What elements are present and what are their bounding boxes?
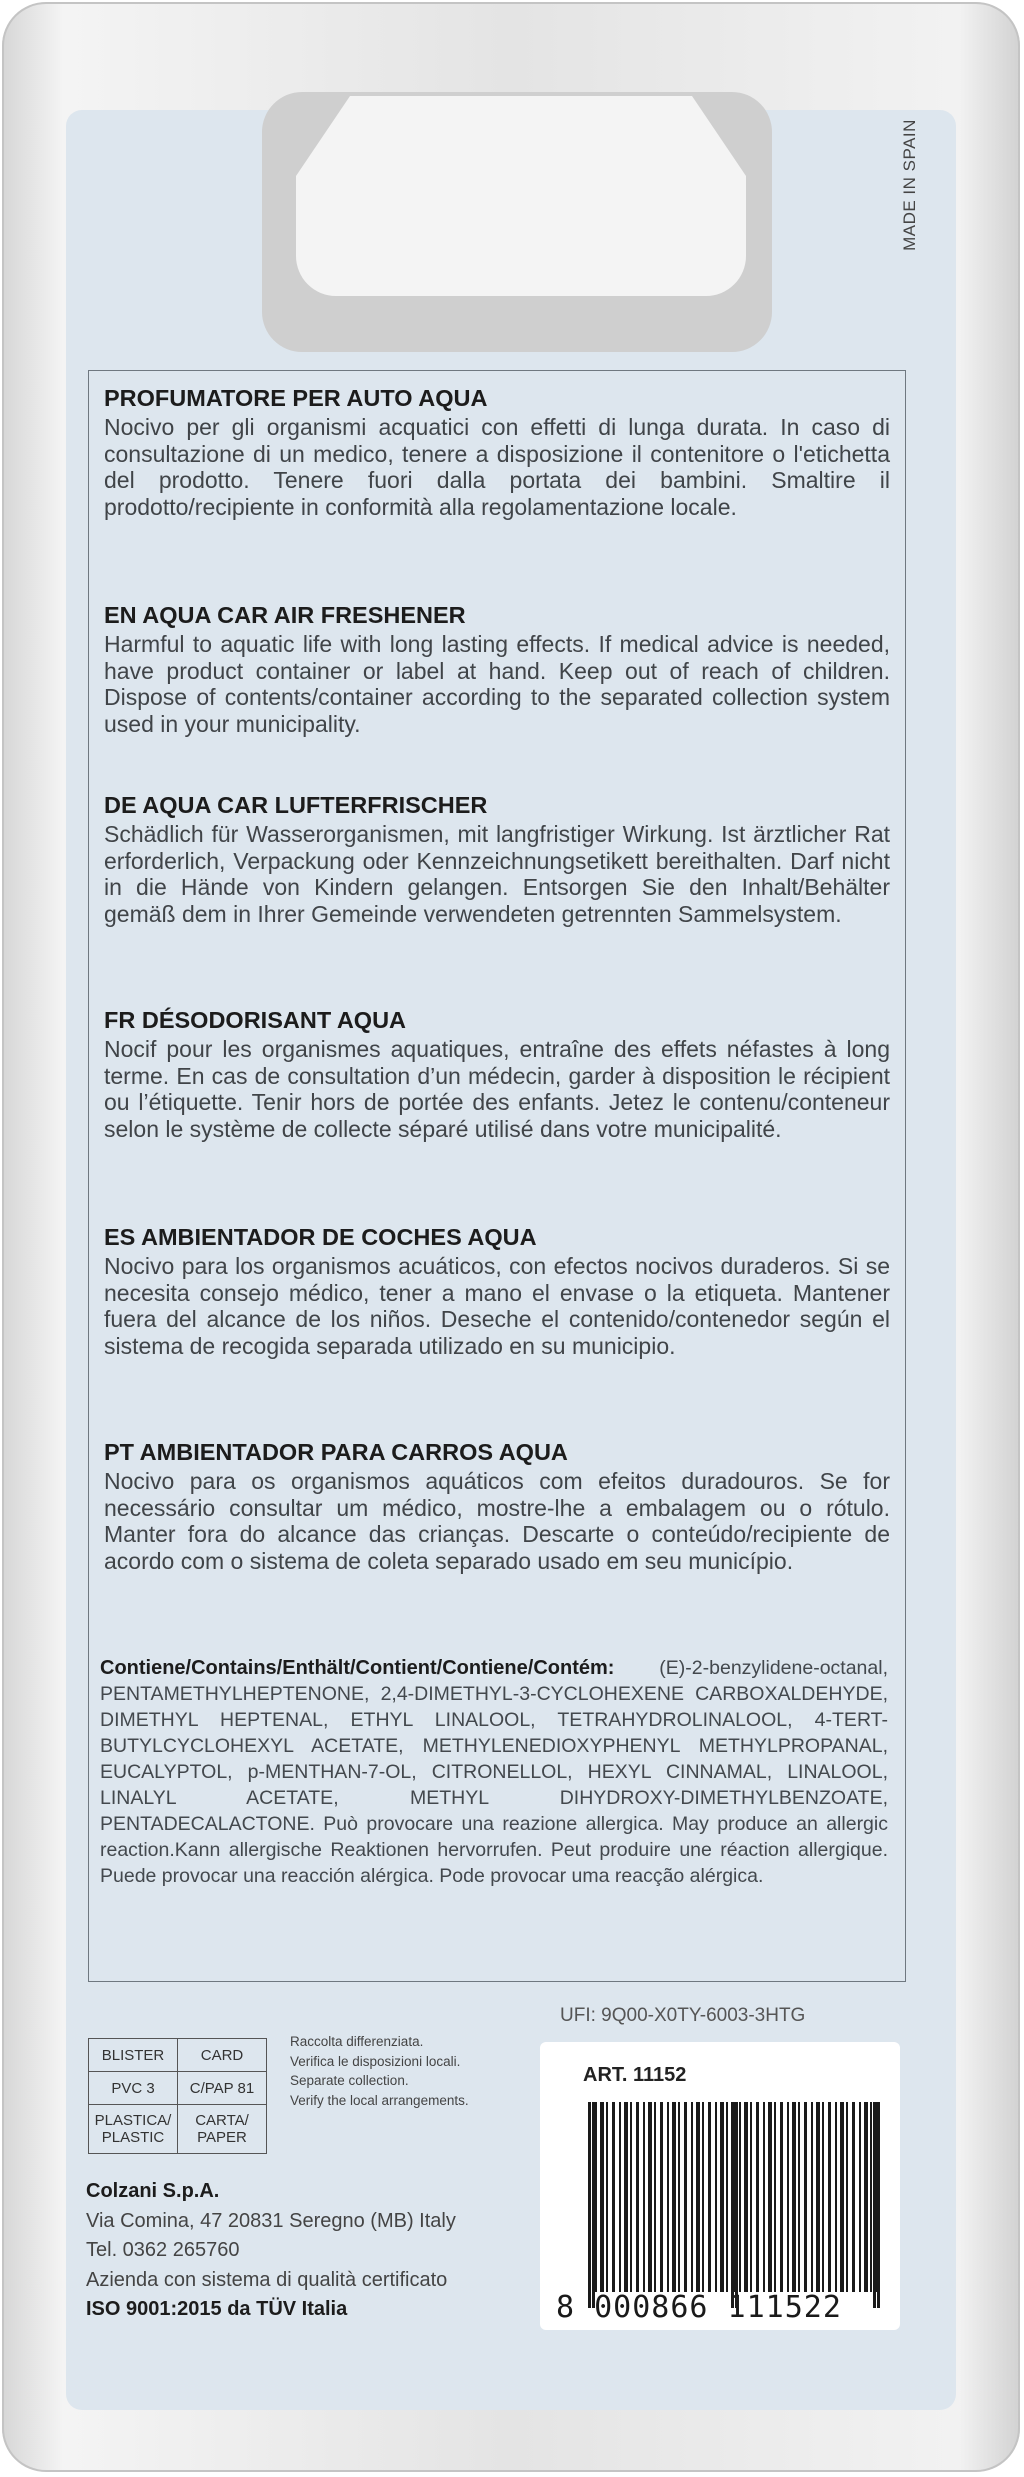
- section-en: [104, 600, 890, 737]
- ufi-code: UFI: 9Q00-X0TY-6003-3HTG: [560, 2005, 806, 2026]
- section-body: Nocivo para los organismos acuáticos, con efectos nocivos duraderos. Si se necesita consejo médico, tener a mano el envase o la etiqueta. Mantener fuera del alcance de los niños. Deseche el contenido/contenedor según el sistema de recogida separada utilizado en su municipio.: [104, 1253, 890, 1359]
- barcode-guard: [588, 2102, 591, 2308]
- recycling-cell: C/PAP 81: [178, 2072, 267, 2105]
- section-title: DE AQUA CAR LUFTERFRISCHER: [104, 792, 488, 818]
- section-body: Nocif pour les organismes aquatiques, entraîne des effets néfastes à long terme. En cas de consultation d’un médecin, garder à disposition le récipient ou l’étiquette. Tenir hors de portée des enfants. Jetez le contenu/conteneur selon le système de collecte séparé utilisé dans votre municipalité.: [104, 1036, 890, 1142]
- barcode-guard: [731, 2102, 734, 2308]
- recycling-note-line: Separate collection.: [290, 2073, 409, 2088]
- recycling-table: [88, 2038, 267, 2154]
- barcode-guard: [877, 2102, 880, 2308]
- recycling-cell: PLASTICA/ PLASTIC: [89, 2105, 178, 2154]
- recycling-cell: CARTA/ PAPER: [178, 2105, 267, 2154]
- section-pt: [104, 1437, 890, 1574]
- section-it: [104, 383, 890, 520]
- section-body: Nocivo para os organismos aquáticos com efeitos duradouros. Se for necessário consultar um médico, mostre-lhe a embalagem ou o rótulo. Manter fora do alcance das crianças. Descarte o conteúdo/recipiente de acordo com o sistema de coleta separado usado em seu município.: [104, 1468, 890, 1574]
- company-name: Colzani S.p.A.: [86, 2180, 220, 2202]
- section-title: PROFUMATORE PER AUTO AQUA: [104, 385, 488, 411]
- section-es: [104, 1222, 890, 1359]
- barcode-guard: [592, 2102, 595, 2308]
- section-title: PT AMBIENTADOR PARA CARROS AQUA: [104, 1439, 568, 1465]
- company-quality: Azienda con sistema di qualità certificato: [86, 2268, 448, 2291]
- recycling-note-line: Raccolta differenziata.: [290, 2034, 424, 2049]
- recycling-cell: CARD: [178, 2039, 267, 2072]
- barcode-guard: [735, 2102, 738, 2308]
- hang-hole: [296, 96, 746, 296]
- barcode-guard: [873, 2102, 876, 2308]
- recycling-cell: BLISTER: [89, 2039, 178, 2072]
- ingredients: [100, 1655, 888, 1889]
- company-address: Via Comina, 47 20831 Seregno (MB) Italy: [86, 2209, 456, 2232]
- company-info: [86, 2177, 456, 2325]
- section-title: FR DÉSODORISANT AQUA: [104, 1007, 407, 1033]
- recycling-note-line: Verify the local arrangements.: [290, 2092, 469, 2108]
- section-body: Schädlich für Wasserorganismen, mit langfristiger Wirkung. Ist ärztlicher Rat erforderlich, Verpackung oder Kennzeichnungsetikett bereithalten. Darf nicht in die Hände von Kindern gelangen. Entsorgen Sie den Inhalt/Behälter gemäß dem in Ihrer Gemeinde verwendeten getrennten Sammelsystem.: [104, 821, 890, 927]
- recycling-note: [290, 2032, 469, 2110]
- recycling-note-line: Verifica le disposizioni locali.: [290, 2053, 461, 2069]
- ingredients-label: Contiene/Contains/Enthält/Contient/Contiene/Contém:: [100, 1657, 615, 1679]
- company-iso: ISO 9001:2015 da TÜV Italia: [86, 2298, 348, 2320]
- article-number: ART. 11152: [583, 2064, 687, 2086]
- barcode-number: 8 000866 111522: [556, 2290, 842, 2325]
- section-fr: [104, 1005, 890, 1142]
- recycling-cell: PVC 3: [89, 2072, 178, 2105]
- ingredients-text: (E)-2-benzylidene-octanal, PENTAMETHYLHEPTENONE, 2,4-DIMETHYL-3-CYCLOHEXENE CARBOXALDEHYDE, DIMETHYL HEPTENAL, ETHYL LINALOOL, TETRAHYDROLINALOOL, 4-TERT-BUTYLCYCLOHEXYL ACETATE, METHYLENEDIOXYPHENYL METHYLPROPANAL, EUCALYPTOL, p-MENTHAN-7-OL, CITRONELLOL, HEXYL CINNAMAL, LINALOOL, LINALYL ACETATE, METHYL DIHYDROXY-DIMETHYLBENZOATE, PENTADECALACTONE. Può provocare una reazione allergica. May produce an allergic reaction.Kann allergische Reaktionen hervorrufen. Peut produire une réaction allergique. Puede provocar una reacción alérgica. Pode provocar uma reacção alérgica.: [100, 1657, 888, 1887]
- section-body: Harmful to aquatic life with long lasting effects. If medical advice is needed, have product container or label at hand. Keep out of reach of children. Dispose of contents/container according to the separated collection system used in your municipality.: [104, 631, 890, 737]
- section-title: EN AQUA CAR AIR FRESHENER: [104, 602, 466, 628]
- section-title: ES AMBIENTADOR DE COCHES AQUA: [104, 1224, 537, 1250]
- section-body: Nocivo per gli organismi acquatici con effetti di lunga durata. In caso di consultazione di un medico, tenere a disposizione il contenitore o l'etichetta del prodotto. Tenere fuori dalla portata dei bambini. Smaltire il prodotto/recipiente in conformità alla regolamentazione locale.: [104, 414, 890, 520]
- company-phone: Tel. 0362 265760: [86, 2239, 240, 2261]
- made-in-label: MADE IN SPAIN: [900, 119, 919, 251]
- section-de: [104, 790, 890, 927]
